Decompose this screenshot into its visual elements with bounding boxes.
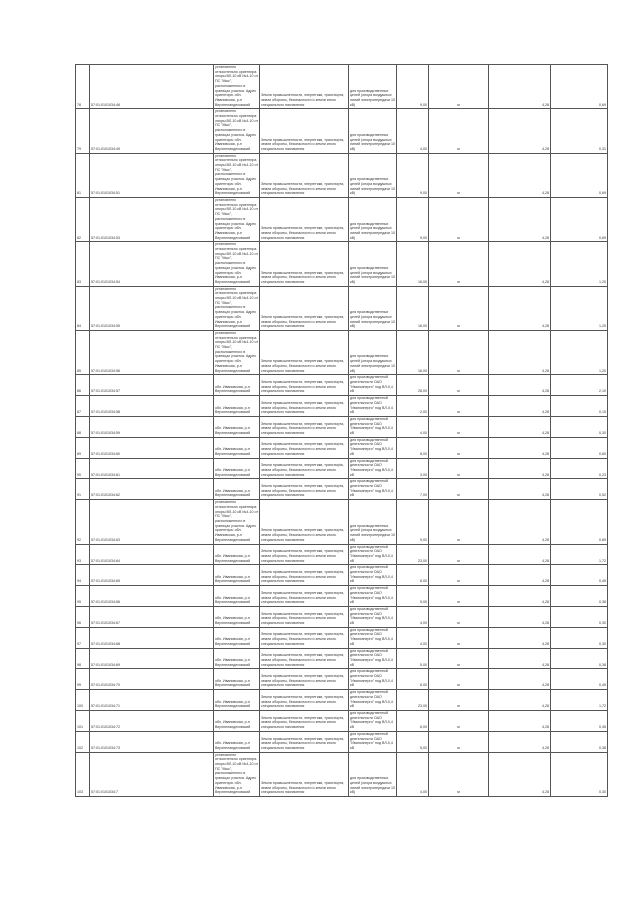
row-number: 92 [76,500,90,544]
row-number: 95 [76,586,90,607]
land-category-cell: Земли промышленности, энергетики, транспорта, земли обороны, безопасности и земли иного специального назначения [260,711,349,732]
cadastral-number: 57:01:0101034:49 [90,109,214,153]
address-cell: обл. Ивановская, р-н Верхнеландеховский [214,627,260,648]
permitted-use-cell: для производственных целей (опора воздушных линий электропередачи 10 кВ) [349,500,397,544]
address-cell: обл. Ивановская, р-н Верхнеландеховский [214,544,260,565]
area-cell: 4,00 [397,627,429,648]
permitted-use-cell: для производственной деятельности ОАО "Иваноэнерго" под ВЛ-0,4 кВ [349,586,397,607]
address-cell: установлено относительно ориентира опоры ВЛ-10 кВ №4-10 от ПС "Мыс", расположенного в границах участка. Адрес ориентира: обл. Ивановская, р-н Верхнеландеховский [214,109,260,153]
cadastral-number: 57:01:0101034:58 [90,396,214,417]
unit-cell: м [429,690,489,711]
area-cell: 23,00 [397,544,429,565]
row-number: 78 [76,65,90,109]
rate-cell: 4,28 [489,242,551,286]
permitted-use-cell: для производственной деятельности ОАО "Иваноэнерго" под ВЛ-0,4 кВ [349,627,397,648]
land-category-cell: Земли промышленности, энергетики, транспорта, земли обороны, безопасности и земли иного специального назначения [260,242,349,286]
area-cell: 4,00 [397,109,429,153]
cadastral-number: 57:01:0101034:59 [90,416,214,437]
amount-cell: 0,23 [551,458,608,479]
address-cell: обл. Ивановская, р-н Верхнеландеховский [214,437,260,458]
land-category-cell: Земли промышленности, энергетики, транспорта, земли обороны, безопасности и земли иного специального назначения [260,690,349,711]
unit-cell: м [429,416,489,437]
cadastral-number: 57:01:0101034:72 [90,711,214,732]
table-row [76,586,608,607]
area-cell: 8,00 [397,437,429,458]
amount-cell: 0,38 [551,731,608,752]
address-cell: обл. Ивановская, р-н Верхнеландеховский [214,731,260,752]
area-cell: 9,00 [397,65,429,109]
row-number: 87 [76,396,90,417]
amount-cell: 1,20 [551,242,608,286]
cadastral-number: 57:01:0101034:57 [90,375,214,396]
address-cell: обл. Ивановская, р-н Верхнеландеховский [214,458,260,479]
area-cell: 16,00 [397,286,429,330]
cadastral-number: 57:01:0101034:62 [90,479,214,500]
amount-cell: 0,45 [551,565,608,586]
land-category-cell: Земли промышленности, энергетики, транспорта, земли обороны, безопасности и земли иного специального назначения [260,627,349,648]
address-cell: обл. Ивановская, р-н Верхнеландеховский [214,479,260,500]
permitted-use-cell: для производственных целей (опора воздушных линий электропередачи 10 кВ) [349,242,397,286]
unit-cell: м [429,648,489,669]
address-cell: обл. Ивановская, р-н Верхнеландеховский [214,606,260,627]
rate-cell: 4,28 [489,396,551,417]
rate-cell: 4,28 [489,606,551,627]
table-row [76,606,608,627]
permitted-use-cell: для производственных целей (опора воздушных линий электропередачи 10 кВ) [349,153,397,197]
permitted-use-cell: для производственной деятельности ОАО "Иваноэнерго" под ВЛ-0,4 кВ [349,690,397,711]
cadastral-number: 57:01:0101034:63 [90,500,214,544]
register-body [76,65,608,797]
row-number: 94 [76,565,90,586]
address-cell: установлено относительно ориентира опоры ВЛ-10 кВ №4-10 от ПС "Мыс", расположенного в границах участка. Адрес ориентира: обл. Ивановская, р-н Верхнеландеховский [214,153,260,197]
amount-cell: 0,15 [551,396,608,417]
unit-cell: м [429,752,489,796]
table-row [76,752,608,796]
permitted-use-cell: для производственной деятельности ОАО "Иваноэнерго" под ВЛ-0,4 кВ [349,711,397,732]
row-number: 88 [76,416,90,437]
table-row [76,544,608,565]
rate-cell: 4,28 [489,544,551,565]
address-cell: установлено относительно ориентира опоры ВЛ-10 кВ №4-10 от ПС "Мыс", расположенного в границах участка. Адрес ориентира: обл. Ивановская, р-н Верхнеландеховский [214,65,260,109]
rate-cell: 4,28 [489,711,551,732]
rate-cell: 4,28 [489,669,551,690]
table-row [76,109,608,153]
address-cell: обл. Ивановская, р-н Верхнеландеховский [214,669,260,690]
rate-cell: 4,28 [489,479,551,500]
cadastral-number: 57:01:0101034:55 [90,286,214,330]
unit-cell: м [429,500,489,544]
cadastral-number: 57:01:0101034:68 [90,627,214,648]
area-cell: 9,00 [397,197,429,241]
area-cell: 6,00 [397,669,429,690]
area-cell: 28,00 [397,375,429,396]
area-cell: 3,00 [397,458,429,479]
row-number: 93 [76,544,90,565]
permitted-use-cell: для производственной деятельности ОАО "Иваноэнерго" под ВЛ-0,4 кВ [349,416,397,437]
area-cell: 2,00 [397,396,429,417]
land-category-cell: Земли промышленности, энергетики, транспорта, земли обороны, безопасности и земли иного специального назначения [260,544,349,565]
area-cell: 9,00 [397,500,429,544]
cadastral-number: 57:01:0101034:64 [90,544,214,565]
row-number: 90 [76,458,90,479]
amount-cell: 0,69 [551,153,608,197]
table-row [76,416,608,437]
unit-cell: м [429,669,489,690]
table-row [76,396,608,417]
row-number: 85 [76,330,90,374]
land-category-cell: Земли промышленности, энергетики, транспорта, земли обороны, безопасности и земли иного специального назначения [260,500,349,544]
area-cell: 9,00 [397,153,429,197]
table-row [76,669,608,690]
table-row [76,711,608,732]
unit-cell: м [429,627,489,648]
address-cell: обл. Ивановская, р-н Верхнеландеховский [214,711,260,732]
permitted-use-cell: для производственной деятельности ОАО "Иваноэнерго" под ВЛ-0,4 кВ [349,544,397,565]
amount-cell: 0,45 [551,711,608,732]
row-number: 100 [76,690,90,711]
rate-cell: 4,28 [489,565,551,586]
area-cell: 4,00 [397,752,429,796]
rate-cell: 4,28 [489,65,551,109]
cadastral-number: 57:01:0101034:56 [90,330,214,374]
permitted-use-cell: для производственной деятельности ОАО "Иваноэнерго" под ВЛ-0,4 кВ [349,479,397,500]
row-number: 101 [76,711,90,732]
amount-cell: 1,72 [551,690,608,711]
amount-cell: 0,30 [551,627,608,648]
permitted-use-cell: для производственной деятельности ОАО "Иваноэнерго" под ВЛ-0,4 кВ [349,606,397,627]
land-category-cell: Земли промышленности, энергетики, транспорта, земли обороны, безопасности и земли иного специального назначения [260,648,349,669]
permitted-use-cell: для производственной деятельности ОАО "Иваноэнерго" под ВЛ-0,4 кВ [349,458,397,479]
land-category-cell: Земли промышленности, энергетики, транспорта, земли обороны, безопасности и земли иного специального назначения [260,375,349,396]
cadastral-number: 57:01:0101034:71 [90,690,214,711]
address-cell: установлено относительно ориентира опоры ВЛ-10 кВ №4-10 от ПС "Мыс", расположенного в границах участка. Адрес ориентира: обл. Ивановская, р-н Верхнеландеховский [214,500,260,544]
cadastral-number: 57:01:0101034:7 [90,752,214,796]
amount-cell: 0,38 [551,648,608,669]
land-category-cell: Земли промышленности, энергетики, транспорта, земли обороны, безопасности и земли иного специального назначения [260,437,349,458]
land-category-cell: Земли промышленности, энергетики, транспорta, земли обороны, безопасности и земли иного специального назначения [260,458,349,479]
address-cell: обл. Ивановская, р-н Верхнеландеховский [214,690,260,711]
amount-cell: 0,30 [551,752,608,796]
row-number: 103 [76,752,90,796]
unit-cell: м [429,437,489,458]
permitted-use-cell: для производственных целей (опора воздушных линий электропередачи 10 кВ) [349,286,397,330]
rate-cell: 4,28 [489,458,551,479]
cadastral-number: 57:01:0101034:54 [90,242,214,286]
unit-cell: м [429,458,489,479]
land-category-cell: Земли промышленности, энергетики, транспорта, земли обороны, безопасности и земли иного специального назначения [260,731,349,752]
row-number: 91 [76,479,90,500]
rate-cell: 4,28 [489,286,551,330]
address-cell: установлено относительно ориентира опоры ВЛ-10 кВ №4-10 от ПС "Мыс", расположенного в границах участка. Адрес ориентира: обл. Ивановская, р-н Верхнеландеховский [214,330,260,374]
rate-cell: 4,28 [489,690,551,711]
amount-cell: 1,20 [551,286,608,330]
cadastral-number: 57:01:0101034:53 [90,197,214,241]
unit-cell: м [429,606,489,627]
unit-cell: м [429,65,489,109]
cadastral-number: 57:01:0101034:66 [90,586,214,607]
table-row [76,330,608,374]
rate-cell: 4,28 [489,586,551,607]
amount-cell: 0,30 [551,416,608,437]
land-category-cell: Земли промышленности, энергетики, транспорта, земли обороны, безопасности и земли иного специального назначения [260,669,349,690]
amount-cell: 0,69 [551,65,608,109]
area-cell: 5,00 [397,731,429,752]
cadastral-number: 57:01:0101034:61 [90,458,214,479]
cadastral-number: 57:01:0101034:60 [90,437,214,458]
area-cell: 16,00 [397,242,429,286]
rate-cell: 4,28 [489,500,551,544]
permitted-use-cell: для производственных целей (опора воздушных линий электропередачи 10 кВ) [349,330,397,374]
area-cell: 7,00 [397,479,429,500]
rate-cell: 4,28 [489,330,551,374]
address-cell: обл. Ивановская, р-н Верхнеландеховский [214,565,260,586]
unit-cell: м [429,544,489,565]
cadastral-number: 57:01:0101034:65 [90,565,214,586]
table-row [76,565,608,586]
row-number: 83 [76,242,90,286]
amount-cell: 0,69 [551,500,608,544]
amount-cell: 0,45 [551,669,608,690]
row-number: 86 [76,375,90,396]
rate-cell: 4,28 [489,752,551,796]
address-cell: установлено относительно ориентира опоры ВЛ-10 кВ №4-10 от ПС "Мыс", расположенного в границах участка. Адрес ориентира: обл. Ивановская, р-н Верхнеландеховский [214,286,260,330]
amount-cell: 0,31 [551,109,608,153]
address-cell: установлено относительно ориентира опоры ВЛ-10 кВ №4-10 от ПС "Мыс", расположенного в границах участка. Адрес ориентира: обл. Ивановская, р-н Верхнеландеховский [214,752,260,796]
table-row [76,153,608,197]
land-category-cell: Земли промышленности, энергетики, транспорта, земли обороны, безопасности и земли иного специального назначения [260,286,349,330]
land-category-cell: Земли промышленности, энергетики, транспорта, земли обороны, безопасности и земли иного специального назначения [260,606,349,627]
permitted-use-cell: для производственных целей (опора воздушных линий электропередачи 10 кВ) [349,752,397,796]
permitted-use-cell: для производственной деятельности ОАО "Иваноэнерго" под ВЛ-0,4 кВ [349,437,397,458]
table-row [76,375,608,396]
rate-cell: 4,28 [489,197,551,241]
table-row [76,65,608,109]
area-cell: 6,00 [397,565,429,586]
land-category-cell: Земли промышленности, энергетики, транспорта, земли обороны, безопасности и земли иного специального назначения [260,479,349,500]
rate-cell: 4,28 [489,109,551,153]
row-number: 81 [76,153,90,197]
permitted-use-cell: для производственной деятельности ОАО "Иваноэнерго" под ВЛ-0,4 кВ [349,375,397,396]
unit-cell: м [429,565,489,586]
area-cell: 4,00 [397,416,429,437]
permitted-use-cell: для производственной деятельности ОАО "Иваноэнерго" под ВЛ-0,4 кВ [349,648,397,669]
cadastral-number: 57:01:0101034:51 [90,153,214,197]
table-row [76,500,608,544]
area-cell: 5,00 [397,648,429,669]
address-cell: обл. Ивановская, р-н Верхнеландеховский [214,648,260,669]
land-category-cell: Земли промышленности, энергетики, транспорта, земли обороны, безопасности и земли иного специального назначения [260,65,349,109]
land-category-cell: Земли промышленности, энергетики, транспорта, земли обороны, безопасности и земли иного специального назначения [260,153,349,197]
amount-cell: 2,10 [551,375,608,396]
amount-cell: 0,60 [551,437,608,458]
table-row [76,242,608,286]
address-cell: обл. Ивановская, р-н Верхнеландеховский [214,416,260,437]
row-number: 102 [76,731,90,752]
row-number: 89 [76,437,90,458]
land-category-cell: Земли промышленности, энергетики, транспорта, земли обороны, безопасности и земли иного специального назначения [260,586,349,607]
cadastral-number: 57:01:0101034:46 [90,65,214,109]
cadastral-number: 57:01:0101034:73 [90,731,214,752]
register-table [75,64,608,797]
row-number: 79 [76,109,90,153]
table-row [76,731,608,752]
address-cell: обл. Ивановская, р-н Верхнеландеховский [214,375,260,396]
rate-cell: 4,28 [489,375,551,396]
unit-cell: м [429,375,489,396]
land-category-cell: Земли промышленности, энергетики, транспорта, земли обороны, безопасности и земли иного специального назначения [260,752,349,796]
rate-cell: 4,28 [489,416,551,437]
row-number: 99 [76,669,90,690]
rate-cell: 4,28 [489,648,551,669]
rate-cell: 4,28 [489,437,551,458]
permitted-use-cell: для производственных целей (опора воздушных линий электропередачи 10 кВ) [349,197,397,241]
table-row [76,437,608,458]
area-cell: 5,00 [397,586,429,607]
unit-cell: м [429,242,489,286]
unit-cell: м [429,330,489,374]
table-row [76,458,608,479]
table-row [76,690,608,711]
table-row [76,627,608,648]
area-cell: 23,00 [397,690,429,711]
permitted-use-cell: для производственных целей (опора воздушных линий электропередачи 10 кВ) [349,109,397,153]
row-number: 96 [76,606,90,627]
cadastral-number: 57:01:0101034:67 [90,606,214,627]
rate-cell: 4,28 [489,627,551,648]
table-row [76,479,608,500]
land-category-cell: Земли промышленности, энергетики, транспорта, земли обороны, безопасности и земли иного специального назначения [260,565,349,586]
rate-cell: 4,28 [489,731,551,752]
cadastral-number: 57:01:0101034:69 [90,648,214,669]
table-row [76,648,608,669]
row-number: 98 [76,648,90,669]
amount-cell: 0,52 [551,479,608,500]
unit-cell: м [429,479,489,500]
amount-cell: 0,38 [551,586,608,607]
land-category-cell: Земли промышленности, энергетики, транспорта, земли обороны, безопасности и земли иного специального назначения [260,197,349,241]
unit-cell: м [429,586,489,607]
row-number: 97 [76,627,90,648]
permitted-use-cell: для производственной деятельности ОАО "Иваноэнерго" под ВЛ-0,4 кВ [349,396,397,417]
area-cell: 4,00 [397,606,429,627]
permitted-use-cell: для производственных целей (опора воздушных линий электропередачи 10 кВ) [349,65,397,109]
amount-cell: 1,72 [551,544,608,565]
land-category-cell: Земли промышленности, энергетики, транспорта, земли обороны, безопасности и земли иного специального назначения [260,416,349,437]
permitted-use-cell: для производственной деятельности ОАО "Иваноэнерго" под ВЛ-0,4 кВ [349,669,397,690]
permitted-use-cell: для производственной деятельности ОАО "Иваноэнерго" под ВЛ-0,4 кВ [349,731,397,752]
amount-cell: 0,69 [551,197,608,241]
table-row [76,286,608,330]
unit-cell: м [429,286,489,330]
address-cell: установлено относительно ориентира опоры ВЛ-10 кВ №4-10 от ПС "Мыс", расположенного в границах участка. Адрес ориентира: обл. Ивановская, р-н Верхнеландеховский [214,197,260,241]
area-cell: 6,00 [397,711,429,732]
unit-cell: м [429,153,489,197]
unit-cell: м [429,731,489,752]
land-category-cell: Земли промышленности, энергетики, транспорта, земли обороны, безопасности и земли иного специального назначения [260,109,349,153]
table-row [76,197,608,241]
amount-cell: 0,30 [551,606,608,627]
unit-cell: м [429,396,489,417]
row-number: 84 [76,286,90,330]
address-cell: установлено относительно ориентира опоры ВЛ-10 кВ №4-10 от ПС "Мыс", расположенного в границах участка. Адрес ориентира: обл. Ивановская, р-н Верхнеландеховский [214,242,260,286]
row-number: 82 [76,197,90,241]
address-cell: обл. Ивановская, р-н Верхнеландеховский [214,396,260,417]
rate-cell: 4,28 [489,153,551,197]
land-category-cell: Земли промышленности, энергетики, транспорта, земли обороны, безопасности и земли иного специального назначения [260,330,349,374]
unit-cell: м [429,197,489,241]
permitted-use-cell: для производственной деятельности ОАО "Иваноэнерго" под ВЛ-0,4 кВ [349,565,397,586]
address-cell: обл. Ивановская, р-н Верхнеландеховский [214,586,260,607]
amount-cell: 1,20 [551,330,608,374]
unit-cell: м [429,109,489,153]
area-cell: 16,00 [397,330,429,374]
unit-cell: м [429,711,489,732]
cadastral-number: 57:01:0101034:70 [90,669,214,690]
land-category-cell: Земли промышленности, энергетики, транспорта, земли обороны, безопасности и земли иного специального назначения [260,396,349,417]
